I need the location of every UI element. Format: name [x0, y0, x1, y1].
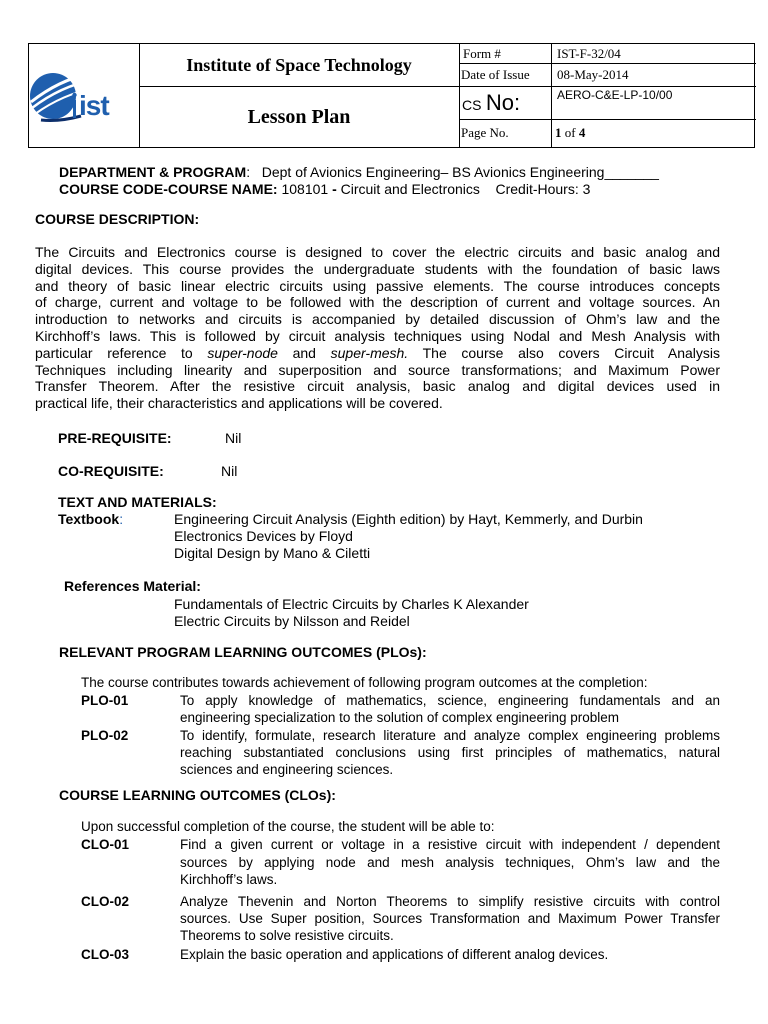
course-code: 108101 [281, 181, 329, 197]
course-label: COURSE CODE-COURSE NAME: [59, 181, 278, 197]
plo-line: To identify, formulate, research literature and analyze complex engineering problems [180, 728, 720, 743]
clos-heading: COURSE LEARNING OUTCOMES (CLOs): [59, 787, 336, 803]
clo-text [180, 836, 720, 889]
coreq-label: CO-REQUISITE: [58, 463, 164, 479]
page-of: of [561, 125, 579, 140]
references-label: References Material: [64, 578, 201, 594]
materials-heading: TEXT AND MATERIALS: [58, 494, 217, 510]
dept-line [59, 164, 659, 181]
dept-label: DEPARTMENT & PROGRAM [59, 164, 247, 180]
desc-line: Techniques including linearity and superposition and source transformations; and Maximum Power [35, 361, 720, 378]
institute-logo [29, 66, 137, 130]
references-list [174, 596, 529, 630]
plo-text [180, 692, 720, 726]
credit-hours: Credit-Hours: 3 [495, 181, 591, 197]
desc-line: The Circuits and Electronics course is designed to cover the electric circuits and basic analog and [35, 244, 720, 260]
course-dash: - [328, 181, 341, 197]
cs-no [462, 90, 520, 116]
textbook-colon: : [119, 511, 124, 527]
clo-line: Theorems to solve resistive circuits. [180, 928, 394, 943]
desc-line: practical life, their characteristics and applications will be covered. [35, 395, 443, 412]
desc-text: The course also covers Circuit Analysis [408, 344, 720, 361]
cs-prefix: CS [462, 97, 482, 113]
textbook-label: Textbook [58, 511, 120, 527]
desc-text: and [277, 344, 331, 361]
reference-item: Electric Circuits by Nilsson and Reidel [174, 612, 410, 629]
plo-line: To apply knowledge of mathematics, science, engineering fundamentals and an [180, 693, 720, 708]
form-label: Form # [463, 46, 501, 61]
doc-title: Lesson Plan [247, 106, 351, 128]
textbook-item: Digital Design by Mano & Ciletti [174, 544, 371, 561]
desc-line: of charge, current and voltage to be followed with the description of current and voltage sources. An [35, 294, 720, 311]
clo-line: Find a given current or voltage in a resistive circuit with independent / dependent [180, 837, 720, 852]
textbook-item: Electronics Devices by Floyd [174, 527, 353, 544]
desc-line: Transfer Theorem. After the resistive circuit analysis, basic analog and digital devices used in [35, 378, 720, 395]
coreq-value: Nil [221, 463, 238, 479]
clo-line: sources. Use Super position, Sources Transformation and Maximum Power Transfer [180, 911, 720, 926]
desc-line: introduction to networks and circuits is accompanied by detailed discussion of Ohm’s law and the [35, 311, 720, 328]
textbook-list [174, 511, 643, 561]
desc-line-7 [35, 345, 720, 362]
plo-line: engineering specialization to the solution of complex engineering problem [180, 710, 620, 725]
desc-line: digital devices. This course provides the undergraduate students with the foundation of basic laws [35, 260, 720, 277]
desc-italic: super-node [207, 344, 278, 361]
issue-value: 08-May-2014 [557, 67, 629, 82]
plo-text [180, 727, 720, 778]
form-value: IST-F-32/04 [557, 46, 621, 61]
logo-text: ist [79, 90, 109, 121]
plo-line: reaching substantiated conclusions using first principles of mathematics, natural [180, 745, 720, 760]
page-current: 1 [555, 125, 562, 140]
desc-line: and theory of basic linear electric circuits using passive elements. The course introduces concepts [35, 277, 720, 294]
clo-text [180, 893, 720, 944]
institute-name: Institute of Space Technology [186, 55, 412, 75]
description-heading: COURSE DESCRIPTION: [35, 211, 200, 227]
page-total: 4 [578, 125, 586, 140]
plo-code: PLO-02 [81, 728, 129, 743]
plo-line: sciences and engineering sciences. [180, 762, 394, 777]
textbook-label-wrap [58, 511, 123, 528]
plos-intro: The course contributes towards achievement of following program outcomes at the completion: [81, 675, 648, 690]
plo-code: PLO-01 [81, 693, 129, 708]
dept-colon: : [246, 164, 251, 180]
clo-line: Kirchhoff’s laws. [180, 872, 278, 887]
desc-line: Kirchhoff’s laws. This is followed by circuit analysis techniques using Nodal and Mesh Analysis with [35, 327, 720, 344]
course-name: Circuit and Electronics [340, 181, 480, 197]
cs-value: AERO-C&E-LP-10/00 [557, 88, 673, 102]
clo-text [180, 946, 720, 963]
clo-code: CLO-01 [81, 837, 130, 852]
clo-line: sources by applying node and mesh analysis techniques, Ohm’s law and the [180, 854, 720, 870]
page-value [555, 125, 585, 141]
desc-text: particular reference to [35, 344, 208, 361]
dept-value: Dept of Avionics Engineering– BS Avionics Engineering [261, 164, 605, 180]
desc-italic: super-mesh. [330, 344, 409, 361]
page-label: Page No. [461, 125, 509, 140]
dept-underline: _______ [604, 164, 659, 180]
clo-line: Analyze Thevenin and Norton Theorems to simplify resistive circuits with control [180, 894, 720, 909]
header-table [28, 43, 755, 148]
clo-line: Explain the basic operation and applications of different analog devices. [180, 947, 609, 962]
description-body [35, 244, 720, 412]
plos-heading: RELEVANT PROGRAM LEARNING OUTCOMES (PLOs): [59, 644, 427, 660]
issue-label: Date of Issue [461, 67, 530, 82]
prereq-value: Nil [225, 430, 242, 446]
cs-no-label: No: [485, 90, 521, 115]
course-line [59, 181, 590, 198]
clo-code: CLO-02 [81, 894, 130, 909]
prereq-label: PRE-REQUISITE: [58, 430, 172, 446]
clos-intro: Upon successful completion of the course, the student will be able to: [81, 819, 495, 834]
textbook-item: Engineering Circuit Analysis (Eighth edition) by Hayt, Kemmerly, and Durbin [174, 511, 643, 527]
clo-code: CLO-03 [81, 947, 130, 962]
reference-item: Fundamentals of Electric Circuits by Charles K Alexander [174, 596, 529, 612]
